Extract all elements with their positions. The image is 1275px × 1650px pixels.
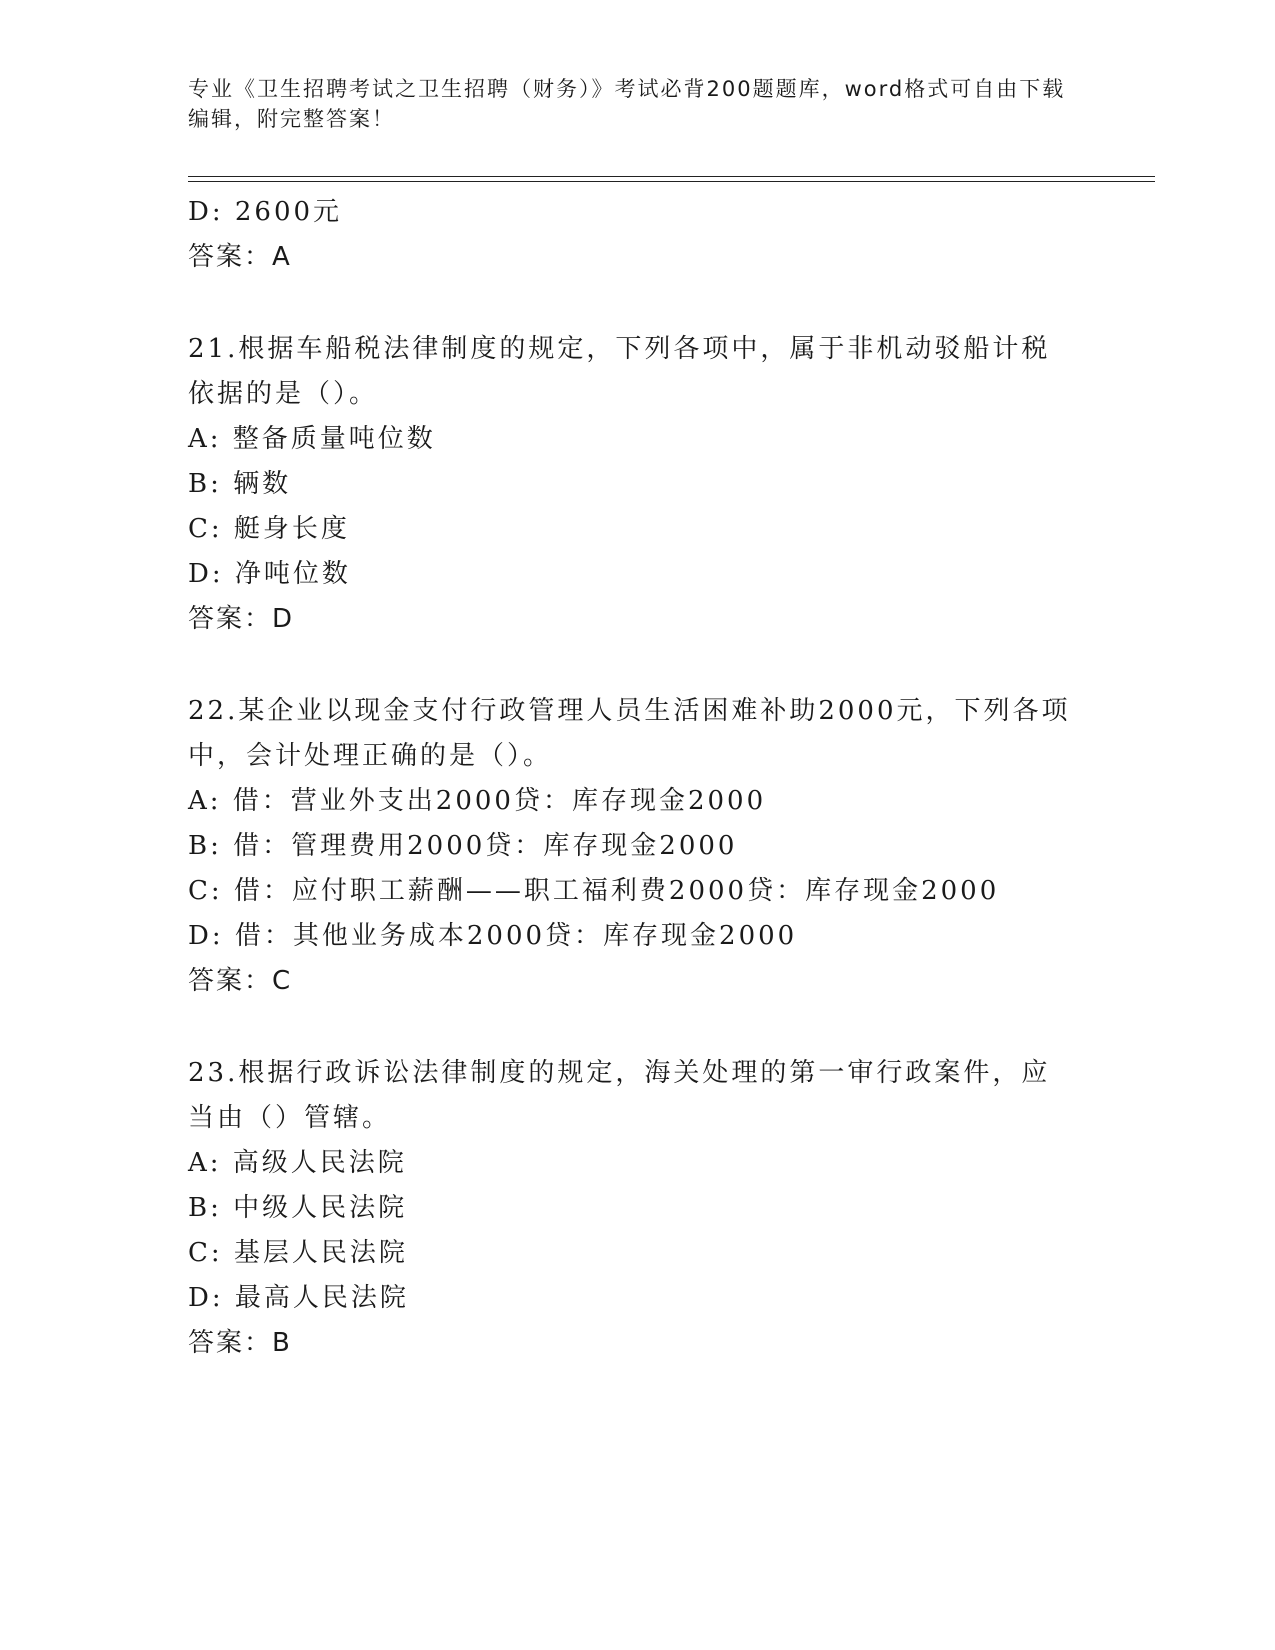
document-header: 专业《卫生招聘考试之卫生招聘（财务）》考试必背200题题库，word格式可自由下载编辑，附完整答案！	[188, 77, 1066, 131]
option-c: C: 艇身长度	[188, 514, 350, 544]
answer: 答案：B	[188, 1328, 292, 1358]
option-b: B: 中级人民法院	[188, 1193, 408, 1223]
question-21	[188, 327, 1088, 642]
option-d: D: 净吨位数	[188, 559, 351, 589]
question-23	[188, 1051, 1088, 1366]
answer: 答案：D	[188, 604, 295, 634]
option-c: C: 借：应付职工薪酬——职工福利费2000贷：库存现金2000	[188, 876, 1000, 906]
option-a: A: 整备质量吨位数	[188, 424, 436, 454]
question-text: 23.根据行政诉讼法律制度的规定，海关处理的第一审行政案件，应当由（）管辖。	[188, 1058, 1051, 1133]
question-text: 21.根据车船税法律制度的规定，下列各项中，属于非机动驳船计税依据的是（）。	[188, 334, 1051, 409]
option-d: D: 2600元	[188, 197, 343, 227]
answer: 答案：A	[188, 242, 292, 272]
option-a: A: 高级人民法院	[188, 1148, 407, 1178]
document-body	[188, 190, 1088, 1366]
header-rule-bottom	[188, 181, 1155, 182]
answer: 答案：C	[188, 966, 293, 996]
question-text: 22.某企业以现金支付行政管理人员生活困难补助2000元，下列各项中，会计处理正确的是（）。	[188, 696, 1071, 771]
option-b: B: 辆数	[188, 469, 292, 499]
option-a: A: 借：营业外支出2000贷：库存现金2000	[188, 786, 767, 816]
question-22	[188, 689, 1088, 1004]
header-rule-top	[188, 176, 1155, 177]
option-d: D: 最高人民法院	[188, 1283, 409, 1313]
option-d: D: 借：其他业务成本2000贷：库存现金2000	[188, 921, 798, 951]
option-b: B: 借：管理费用2000贷：库存现金2000	[188, 831, 738, 861]
option-c: C: 基层人民法院	[188, 1238, 408, 1268]
